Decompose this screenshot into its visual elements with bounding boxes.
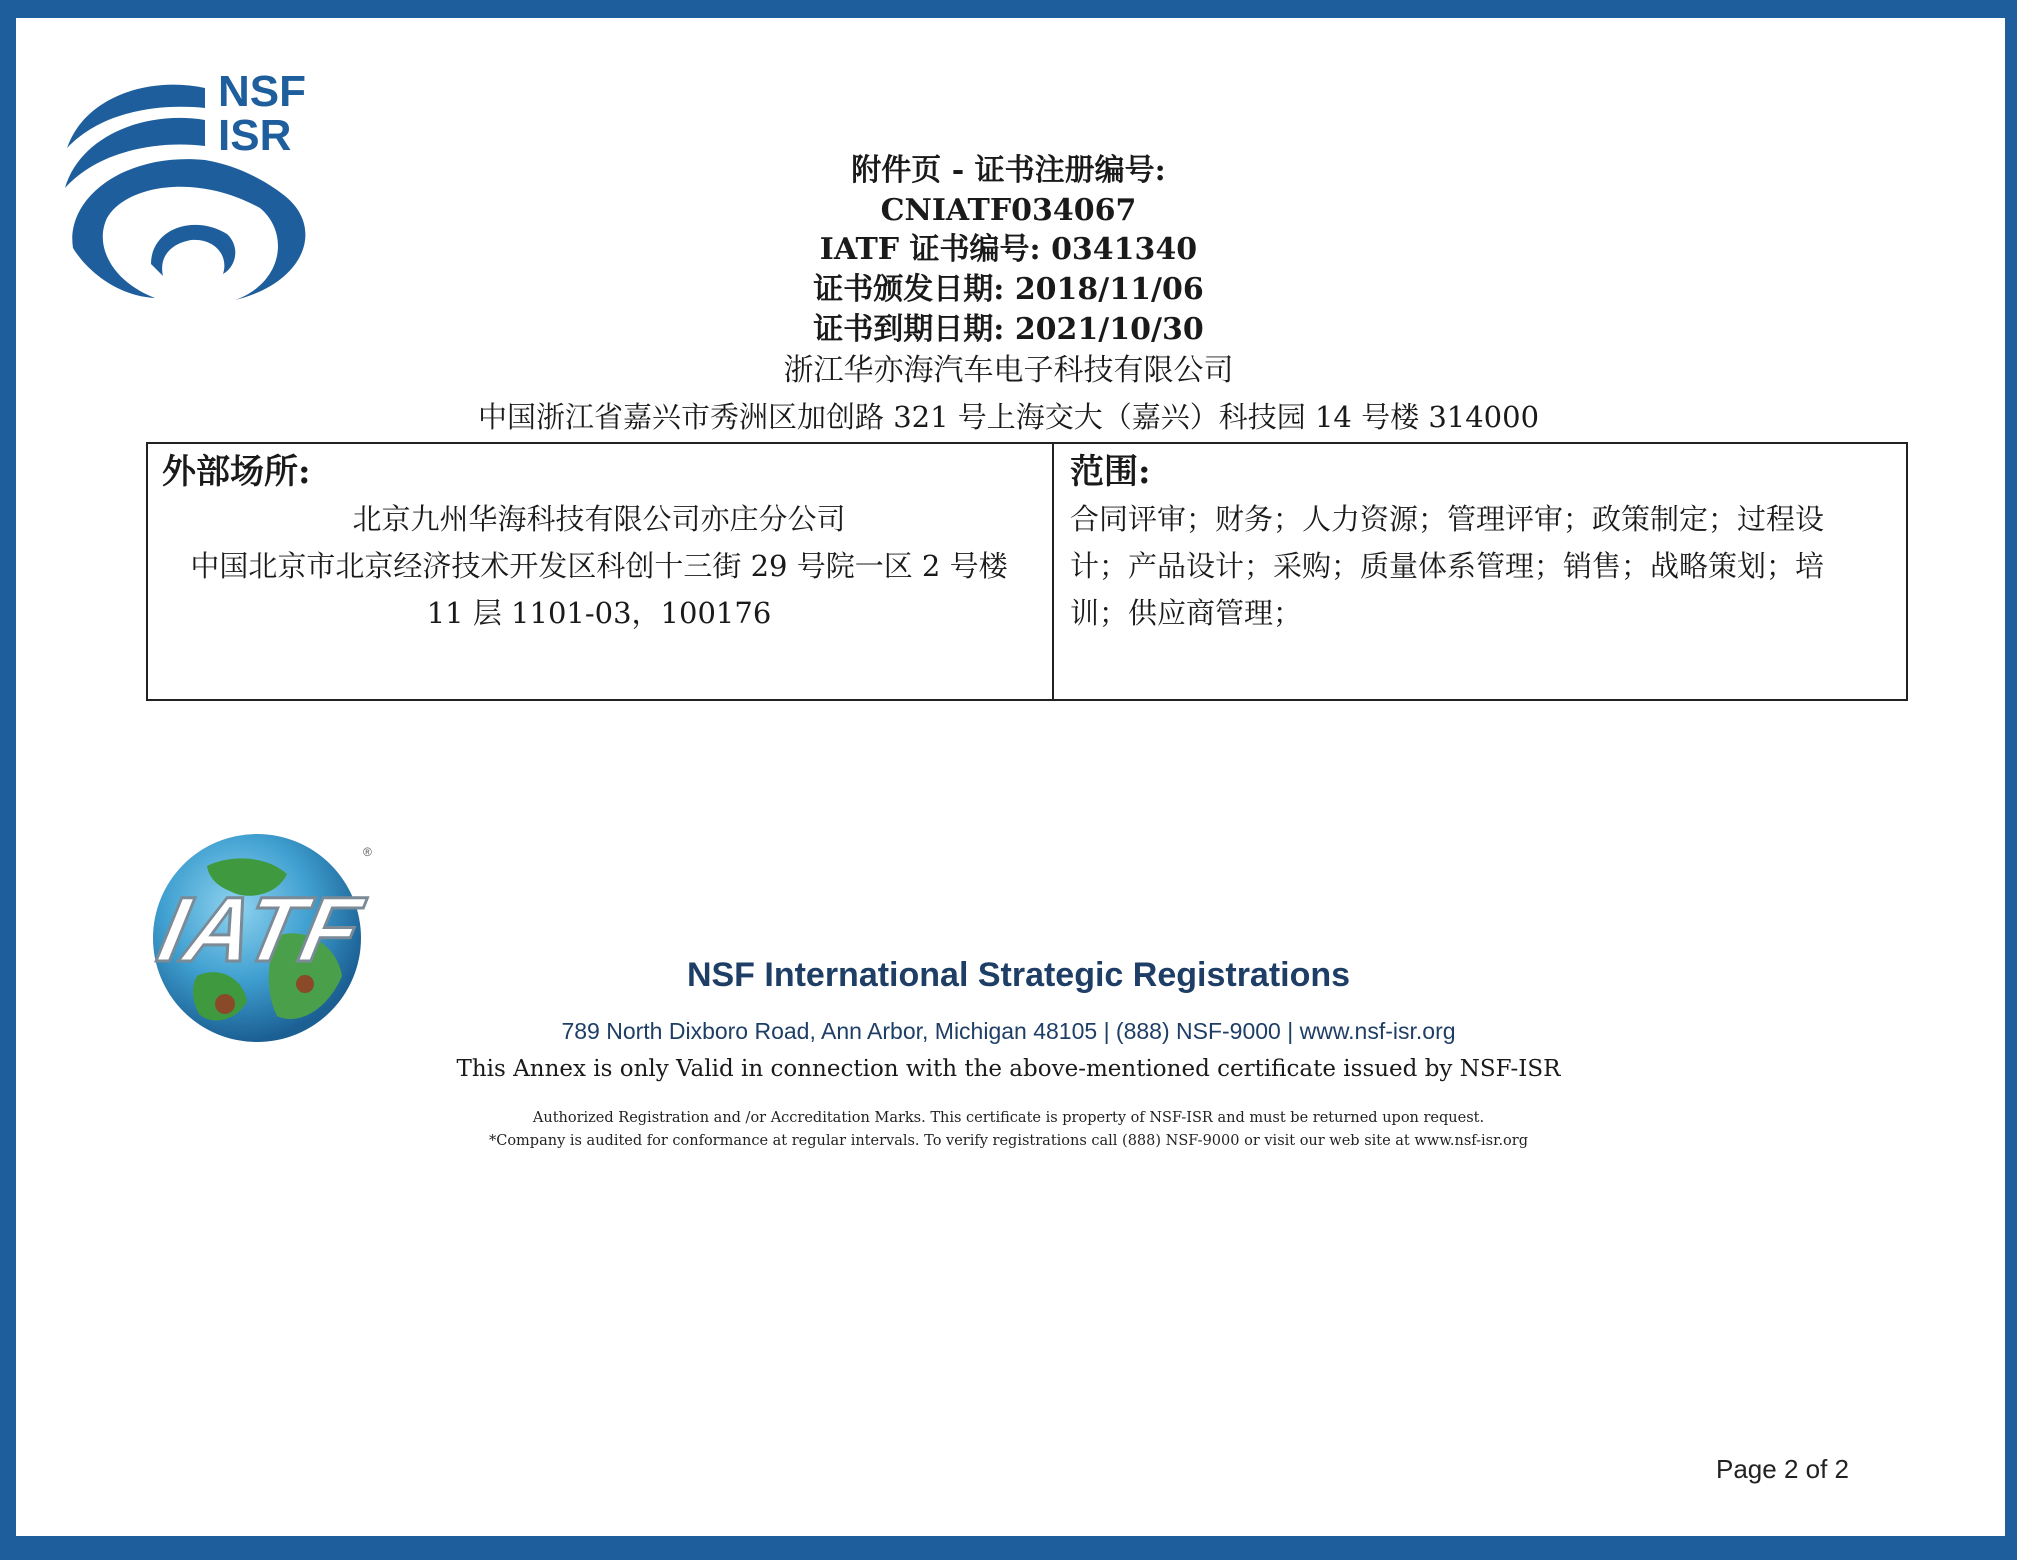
site-scope-table xyxy=(146,442,1908,701)
scope-heading: 范围: xyxy=(1070,452,1151,492)
issue-date-value: 2018/11/06 xyxy=(1014,272,1204,307)
expiry-date-label: 证书到期日期: xyxy=(813,312,1005,347)
issue-date-row xyxy=(0,271,2017,309)
company-address: 中国浙江省嘉兴市秀洲区加创路 321 号上海交大（嘉兴）科技园 14 号楼 314000 xyxy=(477,400,1540,434)
iatf-cert-label: IATF 证书编号: xyxy=(819,232,1041,267)
external-site-cell xyxy=(148,444,1054,699)
iatf-cert-value: 0341340 xyxy=(1051,232,1198,267)
expiry-date-value: 2021/10/30 xyxy=(1014,312,1204,347)
iatf-globe-logo xyxy=(137,826,377,1046)
external-site-heading: 外部场所: xyxy=(162,452,311,492)
registration-number: CNIATF034067 xyxy=(880,193,1137,228)
iatf-logo-text: IATF xyxy=(150,877,370,981)
iatf-cert-number-row xyxy=(0,231,2017,269)
authorization-note: Authorized Registration and /or Accreditation Marks. This certificate is property of NSF-ISR and must be returned upon request. xyxy=(532,1110,1485,1126)
org-name: NSF International Strategic Registrations xyxy=(686,956,1351,994)
scope-line3: 训；供应商管理； xyxy=(1070,596,1303,630)
site-address-line2: 11 层 1101-03，100176 xyxy=(426,596,772,630)
page-number: Page 2 of 2 xyxy=(1716,1454,1849,1484)
org-contact: 789 North Dixboro Road, Ann Arbor, Michigan 48105 | (888) NSF-9000 | www.nsf-isr.org xyxy=(561,1018,1456,1044)
nsf-isr-logo-text xyxy=(218,67,306,160)
annex-title: 附件页 - 证书注册编号: xyxy=(851,153,1166,188)
nsf-logo-line2: ISR xyxy=(218,111,292,160)
issue-date-label: 证书颁发日期: xyxy=(813,272,1005,307)
verification-note: *Company is audited for conformance at regular intervals. To verify registrations call (888) NSF-9000 or visit our web site at www.nsf-isr.org xyxy=(488,1133,1528,1149)
annex-validity-note: This Annex is only Valid in connection with the above-mentioned certificate issued by NSF-ISR xyxy=(456,1056,1561,1082)
company-name: 浙江华亦海汽车电子科技有限公司 xyxy=(783,353,1234,388)
nsf-logo-line1: NSF xyxy=(218,67,306,116)
expiry-date-row xyxy=(0,311,2017,349)
scope-line1: 合同评审；财务；人力资源；管理评审；政策制定；过程设 xyxy=(1070,502,1825,536)
scope-cell xyxy=(1054,444,1906,699)
site-address-line1: 中国北京市北京经济技术开发区科创十三街 29 号院一区 2 号楼 xyxy=(190,549,1008,583)
iatf-registered-mark: ® xyxy=(363,845,372,859)
site-name: 北京九州华海科技有限公司亦庄分公司 xyxy=(352,502,846,536)
scope-line2: 计；产品设计；采购；质量体系管理；销售；战略策划；培 xyxy=(1070,549,1825,583)
